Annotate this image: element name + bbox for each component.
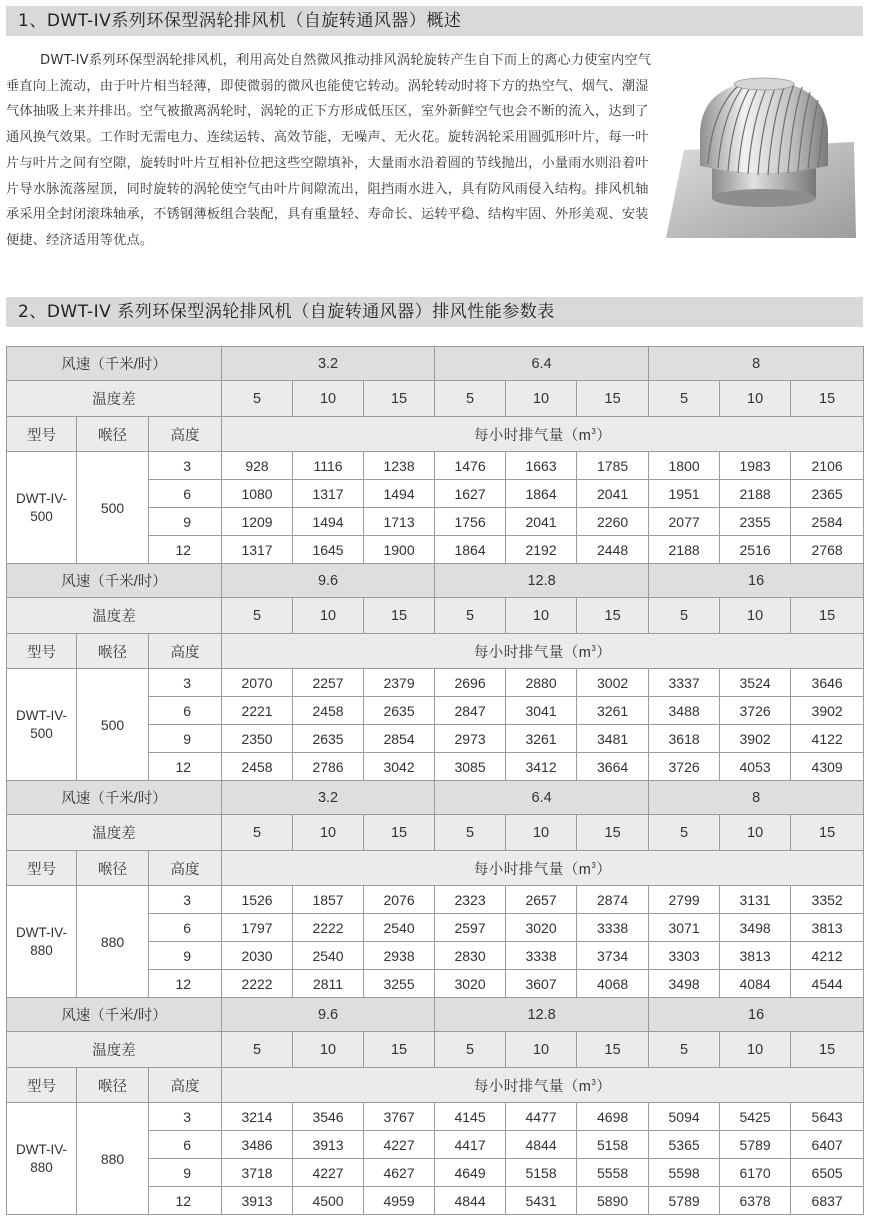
airflow-cell: 2458: [222, 753, 293, 781]
airflow-cell: 2635: [293, 725, 364, 753]
temp-diff-value: 15: [577, 381, 649, 417]
airflow-cell: 5789: [720, 1131, 791, 1159]
wind-speed-value: 8: [649, 347, 864, 381]
model-header: 型号: [7, 1068, 77, 1103]
airflow-header: [222, 417, 864, 452]
temp-diff-value: 5: [222, 598, 293, 634]
height-cell: 12: [149, 753, 222, 781]
wind-speed-label: 风速（千米/时）: [7, 998, 222, 1032]
airflow-cell: 2635: [364, 697, 435, 725]
temp-diff-value: 10: [293, 1032, 364, 1068]
airflow-cell: 4844: [506, 1131, 577, 1159]
temp-diff-value: 5: [435, 1032, 506, 1068]
height-cell: 9: [149, 725, 222, 753]
temp-diff-value: 10: [506, 1032, 577, 1068]
temp-diff-value: 15: [364, 1032, 435, 1068]
model-header: 型号: [7, 417, 77, 452]
airflow-cell: 2076: [364, 886, 435, 914]
airflow-cell: 4417: [435, 1131, 506, 1159]
wind-speed-row: [7, 998, 864, 1032]
airflow-cell: 1713: [364, 508, 435, 536]
airflow-cell: 1494: [293, 508, 364, 536]
temp-diff-row: [7, 598, 864, 634]
airflow-cell: 2657: [506, 886, 577, 914]
airflow-cell: 1476: [435, 452, 506, 480]
temp-diff-label: 温度差: [7, 1032, 222, 1068]
airflow-cell: 1238: [364, 452, 435, 480]
airflow-cell: 1116: [293, 452, 364, 480]
temp-diff-value: 15: [791, 815, 864, 851]
airflow-cell: 3020: [506, 914, 577, 942]
performance-table: [6, 346, 864, 1215]
airflow-cell: 2041: [577, 480, 649, 508]
wind-speed-row: [7, 564, 864, 598]
airflow-cell: 3607: [506, 970, 577, 998]
temp-diff-value: 10: [506, 598, 577, 634]
wind-speed-value: 6.4: [435, 347, 649, 381]
airflow-cell: 3618: [649, 725, 720, 753]
model-cell: DWT-IV-500: [7, 452, 77, 564]
airflow-cell: 2854: [364, 725, 435, 753]
airflow-cell: 2188: [720, 480, 791, 508]
column-header-row: [7, 417, 864, 452]
airflow-cell: 4227: [364, 1131, 435, 1159]
airflow-cell: 3498: [649, 970, 720, 998]
wind-speed-value: 9.6: [222, 998, 435, 1032]
airflow-cell: 3002: [577, 669, 649, 697]
airflow-label: 每小时排气量（m: [473, 861, 592, 878]
airflow-unit-exponent: 3: [591, 1077, 597, 1087]
temp-diff-value: 5: [222, 381, 293, 417]
column-header-row: [7, 634, 864, 669]
wind-speed-value: 3.2: [222, 781, 435, 815]
airflow-cell: 2874: [577, 886, 649, 914]
model-cell: DWT-IV-500: [7, 669, 77, 781]
airflow-cell: 3913: [222, 1187, 293, 1215]
wind-speed-row: [7, 347, 864, 381]
temp-diff-value: 15: [364, 598, 435, 634]
airflow-cell: 5425: [720, 1103, 791, 1131]
airflow-cell: 2786: [293, 753, 364, 781]
airflow-cell: 5558: [577, 1159, 649, 1187]
height-cell: 3: [149, 452, 222, 480]
temp-diff-value: 10: [506, 815, 577, 851]
temp-diff-value: 10: [720, 1032, 791, 1068]
height-cell: 6: [149, 480, 222, 508]
height-header: 高度: [149, 1068, 222, 1103]
airflow-cell: 2222: [222, 970, 293, 998]
airflow-label: 每小时排气量（m: [473, 427, 592, 444]
airflow-label-end: ）: [596, 1078, 612, 1095]
model-header: 型号: [7, 634, 77, 669]
airflow-cell: 2365: [791, 480, 864, 508]
height-cell: 12: [149, 970, 222, 998]
temp-diff-row: [7, 815, 864, 851]
height-cell: 6: [149, 697, 222, 725]
airflow-cell: 2584: [791, 508, 864, 536]
airflow-cell: 3255: [364, 970, 435, 998]
height-cell: 3: [149, 1103, 222, 1131]
airflow-cell: 3813: [720, 942, 791, 970]
wind-speed-label: 风速（千米/时）: [7, 347, 222, 381]
airflow-cell: 1983: [720, 452, 791, 480]
airflow-cell: 4212: [791, 942, 864, 970]
temp-diff-value: 5: [435, 815, 506, 851]
airflow-cell: 2077: [649, 508, 720, 536]
airflow-cell: 4544: [791, 970, 864, 998]
airflow-cell: 2516: [720, 536, 791, 564]
wind-speed-value: 9.6: [222, 564, 435, 598]
airflow-cell: 2938: [364, 942, 435, 970]
airflow-cell: 5598: [649, 1159, 720, 1187]
airflow-cell: 1627: [435, 480, 506, 508]
wind-speed-value: 12.8: [435, 564, 649, 598]
airflow-cell: 2030: [222, 942, 293, 970]
column-header-row: [7, 1068, 864, 1103]
airflow-cell: 2379: [364, 669, 435, 697]
airflow-cell: 1526: [222, 886, 293, 914]
throat-header: 喉径: [77, 417, 149, 452]
height-cell: 3: [149, 669, 222, 697]
temp-diff-value: 5: [435, 381, 506, 417]
airflow-cell: 2106: [791, 452, 864, 480]
temp-diff-value: 15: [577, 815, 649, 851]
airflow-cell: 3718: [222, 1159, 293, 1187]
temp-diff-label: 温度差: [7, 815, 222, 851]
airflow-cell: 1080: [222, 480, 293, 508]
airflow-cell: 5094: [649, 1103, 720, 1131]
wind-speed-label: 风速（千米/时）: [7, 564, 222, 598]
airflow-cell: 2188: [649, 536, 720, 564]
airflow-cell: 3664: [577, 753, 649, 781]
airflow-cell: 5890: [577, 1187, 649, 1215]
airflow-cell: 3041: [506, 697, 577, 725]
airflow-cell: 2799: [649, 886, 720, 914]
temp-diff-value: 15: [791, 381, 864, 417]
temp-diff-value: 15: [791, 598, 864, 634]
airflow-cell: 3042: [364, 753, 435, 781]
airflow-cell: 1864: [435, 536, 506, 564]
airflow-cell: 5365: [649, 1131, 720, 1159]
temp-diff-value: 5: [649, 598, 720, 634]
airflow-cell: 5643: [791, 1103, 864, 1131]
airflow-cell: 3726: [720, 697, 791, 725]
airflow-cell: 2355: [720, 508, 791, 536]
table-row: [7, 452, 864, 480]
temp-diff-value: 10: [720, 815, 791, 851]
airflow-cell: 3071: [649, 914, 720, 942]
airflow-cell: 3524: [720, 669, 791, 697]
airflow-cell: 2540: [364, 914, 435, 942]
airflow-cell: 3902: [720, 725, 791, 753]
airflow-header: [222, 634, 864, 669]
turbine-ventilator-photo: [664, 70, 860, 240]
height-cell: 12: [149, 1187, 222, 1215]
temp-diff-value: 5: [649, 815, 720, 851]
airflow-cell: 4959: [364, 1187, 435, 1215]
airflow-cell: 6505: [791, 1159, 864, 1187]
airflow-cell: 2458: [293, 697, 364, 725]
airflow-cell: 6170: [720, 1159, 791, 1187]
table-row: [7, 1103, 864, 1131]
throat-cell: 500: [77, 452, 149, 564]
height-cell: 6: [149, 1131, 222, 1159]
height-header: 高度: [149, 634, 222, 669]
airflow-cell: 928: [222, 452, 293, 480]
airflow-cell: 2222: [293, 914, 364, 942]
airflow-cell: 1494: [364, 480, 435, 508]
airflow-cell: 3337: [649, 669, 720, 697]
temp-diff-value: 15: [791, 1032, 864, 1068]
section-1-title: 1、DWT-IV系列环保型涡轮排风机（自旋转通风器）概述: [6, 6, 863, 36]
airflow-cell: 2973: [435, 725, 506, 753]
airflow-cell: 3488: [649, 697, 720, 725]
airflow-cell: 2041: [506, 508, 577, 536]
airflow-cell: 1900: [364, 536, 435, 564]
height-cell: 9: [149, 942, 222, 970]
throat-header: 喉径: [77, 1068, 149, 1103]
column-header-row: [7, 851, 864, 886]
height-cell: 9: [149, 508, 222, 536]
wind-speed-row: [7, 781, 864, 815]
throat-header: 喉径: [77, 851, 149, 886]
airflow-cell: 3085: [435, 753, 506, 781]
airflow-cell: 2811: [293, 970, 364, 998]
height-cell: 6: [149, 914, 222, 942]
airflow-cell: 3767: [364, 1103, 435, 1131]
temp-diff-value: 10: [506, 381, 577, 417]
airflow-cell: 3338: [577, 914, 649, 942]
airflow-unit-exponent: 3: [591, 426, 597, 436]
airflow-cell: 3486: [222, 1131, 293, 1159]
temp-diff-value: 10: [293, 815, 364, 851]
airflow-cell: 6837: [791, 1187, 864, 1215]
airflow-cell: 1317: [222, 536, 293, 564]
airflow-cell: 1951: [649, 480, 720, 508]
wind-speed-value: 8: [649, 781, 864, 815]
section-2-title: 2、DWT-IV 系列环保型涡轮排风机（自旋转通风器）排风性能参数表: [6, 297, 863, 327]
airflow-cell: 1785: [577, 452, 649, 480]
airflow-cell: 3726: [649, 753, 720, 781]
airflow-cell: 3902: [791, 697, 864, 725]
temp-diff-value: 15: [577, 598, 649, 634]
airflow-cell: 2448: [577, 536, 649, 564]
airflow-cell: 4309: [791, 753, 864, 781]
temp-diff-value: 10: [293, 381, 364, 417]
airflow-cell: 3261: [506, 725, 577, 753]
airflow-cell: 3131: [720, 886, 791, 914]
intro-paragraph: DWT-IV系列环保型涡轮排风机，利用高处自然微风推动排风涡轮旋转产生自下而上的离心力使室内空气垂直向上流动，由于叶片相当轻薄，即使微弱的微风也能使它转动。涡轮转动时将下方的热空气、烟气、潮湿气体抽吸上来并排出。空气被撤离涡轮时，涡轮的正下方形成低压区，室外新鲜空气也会不断的流入，达到了通风换气效果。工作时无需电力、连续运转、高效节能，无噪声、无火花。旋转涡轮采用圆弧形叶片，每一叶片与叶片之间有空隙，旋转时叶片互相补位把这些空隙填补，大量雨水沿着圆的节线抛出，小量雨水则沿着叶片导水脉流落屋顶，同时旋转的涡轮使空气由叶片间隙流出，阻挡雨水进入，具有防风雨侵入结构。排风机轴承采用全封闭滚珠轴承，不锈钢薄板组合装配，具有重量轻、寿命长、运转平稳、结构牢固、外形美观、安装便捷、经济适用等优点。: [6, 53, 652, 248]
table-row: [7, 886, 864, 914]
airflow-cell: 1209: [222, 508, 293, 536]
height-header: 高度: [149, 851, 222, 886]
airflow-cell: 4068: [577, 970, 649, 998]
airflow-cell: 2597: [435, 914, 506, 942]
airflow-cell: 5789: [649, 1187, 720, 1215]
height-cell: 9: [149, 1159, 222, 1187]
airflow-cell: 3020: [435, 970, 506, 998]
airflow-cell: 2696: [435, 669, 506, 697]
airflow-cell: 3481: [577, 725, 649, 753]
airflow-cell: 3352: [791, 886, 864, 914]
wind-speed-label: 风速（千米/时）: [7, 781, 222, 815]
airflow-cell: 2192: [506, 536, 577, 564]
temp-diff-label: 温度差: [7, 381, 222, 417]
airflow-cell: 1645: [293, 536, 364, 564]
wind-speed-value: 3.2: [222, 347, 435, 381]
airflow-cell: 3214: [222, 1103, 293, 1131]
airflow-cell: 4227: [293, 1159, 364, 1187]
airflow-cell: 2880: [506, 669, 577, 697]
airflow-cell: 5431: [506, 1187, 577, 1215]
airflow-cell: 4145: [435, 1103, 506, 1131]
height-cell: 12: [149, 536, 222, 564]
airflow-cell: 3412: [506, 753, 577, 781]
airflow-header: [222, 1068, 864, 1103]
temp-diff-value: 10: [720, 381, 791, 417]
model-cell: DWT-IV-880: [7, 1103, 77, 1215]
model-header: 型号: [7, 851, 77, 886]
temp-diff-row: [7, 381, 864, 417]
wind-speed-value: 16: [649, 998, 864, 1032]
airflow-label-end: ）: [596, 644, 612, 661]
airflow-cell: 2070: [222, 669, 293, 697]
airflow-cell: 2830: [435, 942, 506, 970]
throat-cell: 500: [77, 669, 149, 781]
airflow-cell: 2847: [435, 697, 506, 725]
airflow-cell: 2350: [222, 725, 293, 753]
airflow-cell: 3646: [791, 669, 864, 697]
airflow-cell: 1756: [435, 508, 506, 536]
temp-diff-value: 15: [364, 815, 435, 851]
throat-cell: 880: [77, 1103, 149, 1215]
airflow-cell: 3261: [577, 697, 649, 725]
airflow-cell: 4649: [435, 1159, 506, 1187]
airflow-cell: 1797: [222, 914, 293, 942]
height-cell: 3: [149, 886, 222, 914]
temp-diff-label: 温度差: [7, 598, 222, 634]
airflow-cell: 1857: [293, 886, 364, 914]
wind-speed-value: 16: [649, 564, 864, 598]
airflow-cell: 3913: [293, 1131, 364, 1159]
airflow-cell: 1663: [506, 452, 577, 480]
airflow-cell: 2221: [222, 697, 293, 725]
airflow-cell: 3546: [293, 1103, 364, 1131]
temp-diff-value: 15: [577, 1032, 649, 1068]
temp-diff-row: [7, 1032, 864, 1068]
airflow-cell: 2260: [577, 508, 649, 536]
airflow-cell: 6407: [791, 1131, 864, 1159]
airflow-cell: 2540: [293, 942, 364, 970]
temp-diff-value: 10: [720, 598, 791, 634]
airflow-cell: 4122: [791, 725, 864, 753]
airflow-cell: 1800: [649, 452, 720, 480]
airflow-cell: 4084: [720, 970, 791, 998]
airflow-cell: 4500: [293, 1187, 364, 1215]
airflow-label-end: ）: [596, 861, 612, 878]
airflow-unit-exponent: 3: [591, 860, 597, 870]
temp-diff-value: 10: [293, 598, 364, 634]
model-cell: DWT-IV-880: [7, 886, 77, 998]
temp-diff-value: 5: [435, 598, 506, 634]
airflow-cell: 2768: [791, 536, 864, 564]
temp-diff-value: 5: [222, 815, 293, 851]
wind-speed-value: 6.4: [435, 781, 649, 815]
temp-diff-value: 5: [222, 1032, 293, 1068]
airflow-cell: 3813: [791, 914, 864, 942]
airflow-cell: 1864: [506, 480, 577, 508]
airflow-cell: 4477: [506, 1103, 577, 1131]
airflow-cell: 4627: [364, 1159, 435, 1187]
airflow-label: 每小时排气量（m: [473, 1078, 592, 1095]
airflow-header: [222, 851, 864, 886]
table-row: [7, 669, 864, 697]
airflow-label-end: ）: [596, 427, 612, 444]
airflow-cell: 4698: [577, 1103, 649, 1131]
airflow-cell: 4844: [435, 1187, 506, 1215]
airflow-label: 每小时排气量（m: [473, 644, 592, 661]
temp-diff-value: 15: [364, 381, 435, 417]
throat-cell: 880: [77, 886, 149, 998]
wind-speed-value: 12.8: [435, 998, 649, 1032]
airflow-unit-exponent: 3: [591, 643, 597, 653]
airflow-cell: 3734: [577, 942, 649, 970]
airflow-cell: 1317: [293, 480, 364, 508]
throat-header: 喉径: [77, 634, 149, 669]
airflow-cell: 5158: [506, 1159, 577, 1187]
temp-diff-value: 5: [649, 381, 720, 417]
performance-table-container: [6, 346, 863, 1215]
temp-diff-value: 5: [649, 1032, 720, 1068]
airflow-cell: 2257: [293, 669, 364, 697]
height-header: 高度: [149, 417, 222, 452]
airflow-cell: 5158: [577, 1131, 649, 1159]
airflow-cell: 6378: [720, 1187, 791, 1215]
airflow-cell: 3303: [649, 942, 720, 970]
airflow-cell: 2323: [435, 886, 506, 914]
airflow-cell: 4053: [720, 753, 791, 781]
airflow-cell: 3338: [506, 942, 577, 970]
airflow-cell: 3498: [720, 914, 791, 942]
